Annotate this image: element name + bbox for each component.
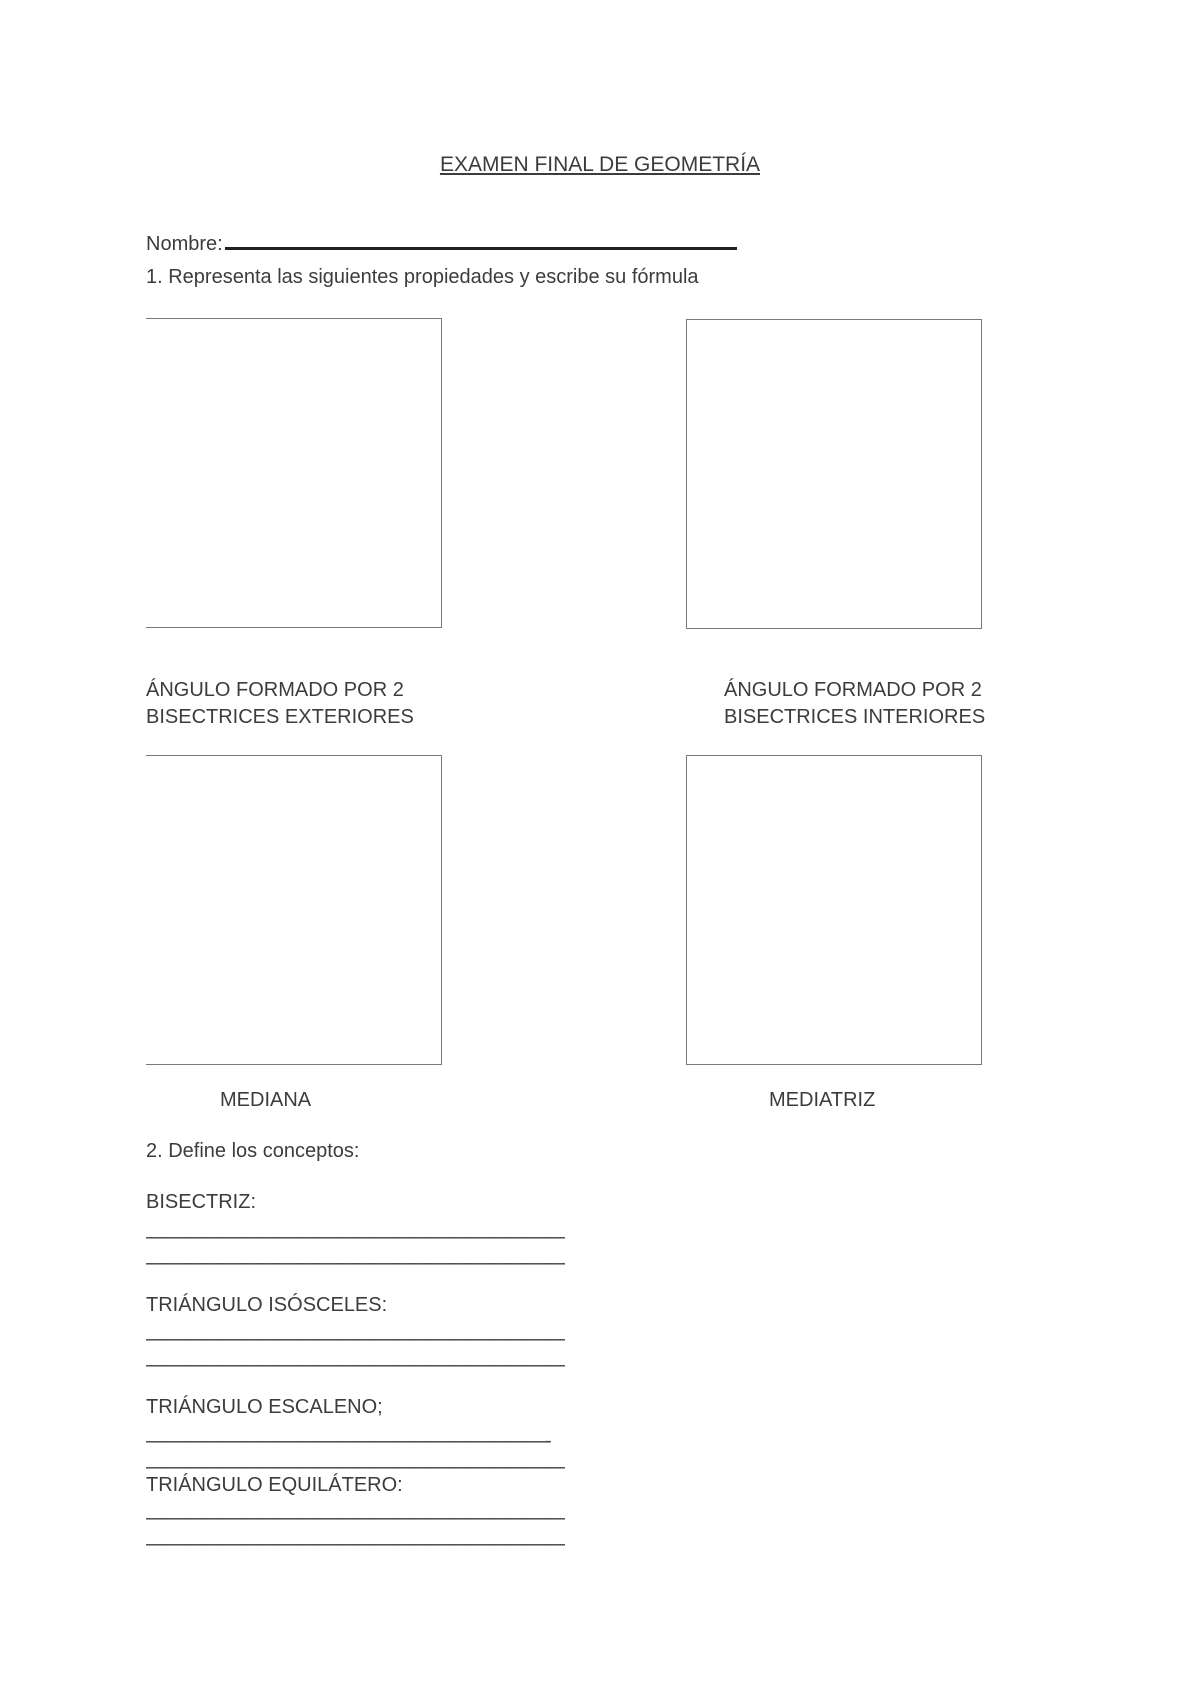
caption-line: ÁNGULO FORMADO POR 2 — [146, 679, 404, 701]
caption-perpendicular-bisector: MEDIATRIZ — [769, 1089, 876, 1111]
answer-line[interactable]: —————————————————————- — [146, 1430, 551, 1452]
question-2-prompt: 2. Define los conceptos: — [146, 1140, 360, 1162]
caption-interior-bisectors — [724, 677, 985, 731]
name-label: Nombre: — [146, 233, 223, 255]
answer-line[interactable]: —————————————————————— — [146, 1533, 564, 1555]
caption-line: BISECTRICES INTERIORES — [724, 706, 986, 728]
exam-title — [0, 153, 1200, 177]
question-1-prompt: 1. Representa las siguientes propiedades y escribe su fórmula — [146, 266, 699, 288]
drawing-box-interior-bisectors[interactable] — [686, 319, 982, 629]
name-field — [146, 233, 737, 256]
concept-label-equilatero: TRIÁNGULO EQUILÁTERO: — [146, 1474, 403, 1496]
concept-label-escaleno: TRIÁNGULO ESCALENO; — [146, 1396, 383, 1418]
answer-line[interactable]: —————————————————————— — [146, 1354, 564, 1376]
drawing-box-perpendicular-bisector[interactable] — [686, 755, 982, 1065]
exam-title-text: EXAMEN FINAL DE GEOMETRÍA — [439, 153, 761, 176]
caption-median: MEDIANA — [220, 1089, 312, 1111]
caption-line: BISECTRICES EXTERIORES — [146, 706, 414, 728]
caption-line: ÁNGULO FORMADO POR 2 — [724, 679, 982, 701]
answer-line[interactable]: —————————————————————— — [146, 1507, 564, 1529]
concept-label-isosceles: TRIÁNGULO ISÓSCELES: — [146, 1294, 388, 1316]
answer-line[interactable]: —————————————————————— — [146, 1456, 564, 1478]
name-blank-line[interactable] — [225, 247, 737, 250]
caption-exterior-bisectors — [146, 677, 414, 731]
answer-line[interactable]: —————————————————————— — [146, 1252, 564, 1274]
answer-line[interactable]: —————————————————————— — [146, 1226, 564, 1248]
concept-label-bisectriz: BISECTRIZ: — [146, 1191, 257, 1213]
drawing-box-median[interactable] — [146, 755, 442, 1065]
drawing-box-exterior-bisectors[interactable] — [146, 318, 442, 628]
answer-line[interactable]: —————————————————————— — [146, 1328, 564, 1350]
